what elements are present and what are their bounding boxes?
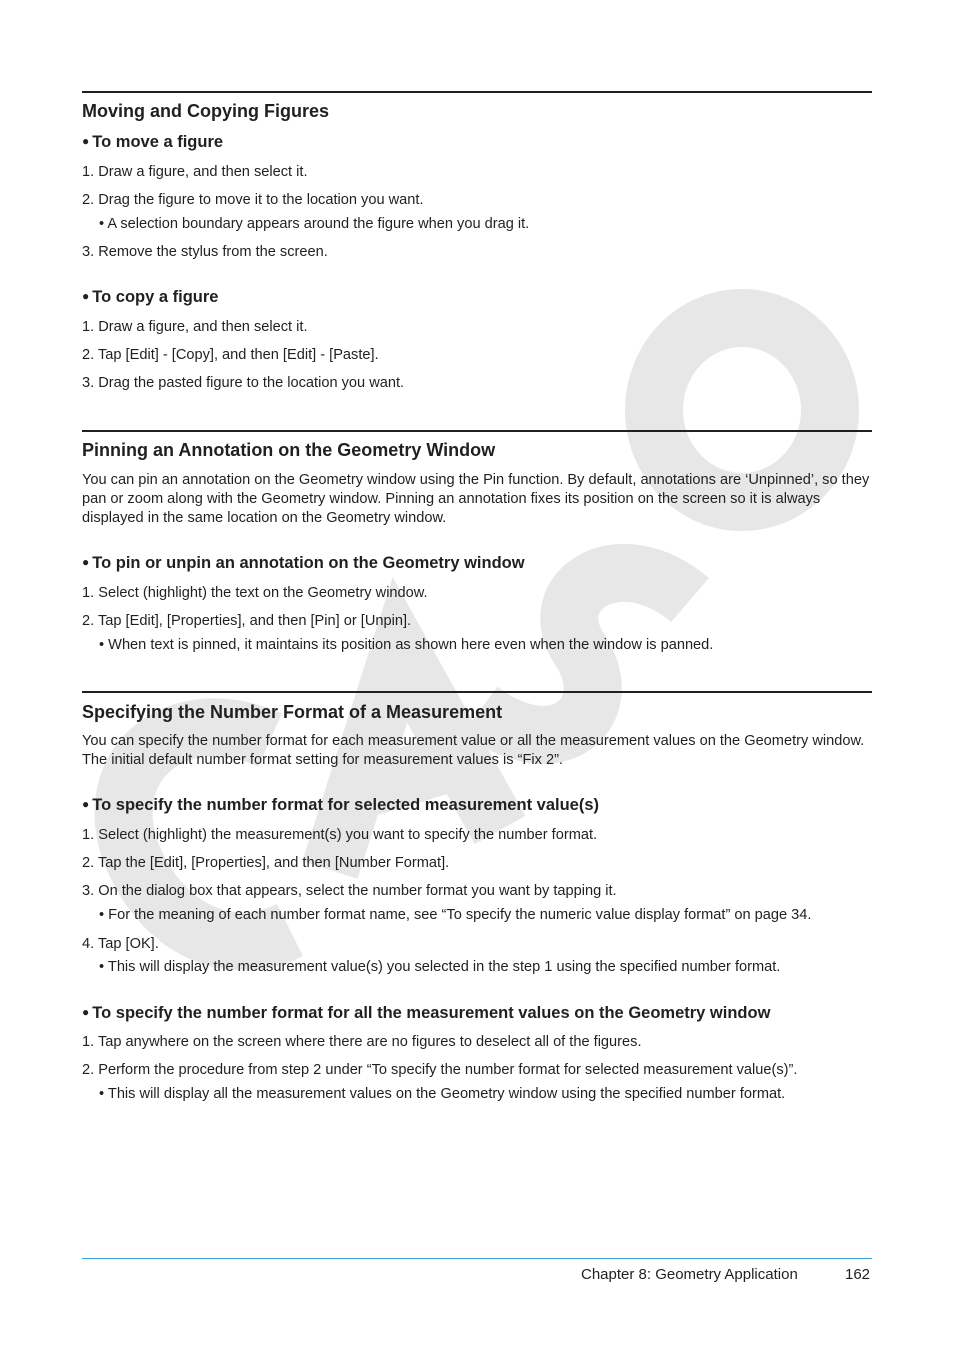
section-number-format (82, 691, 872, 1102)
step: 2. Drag the figure to move it to the location you want. (82, 192, 424, 208)
step: 3. On the dialog box that appears, select the number format you want by tapping it. (82, 883, 617, 899)
section-intro: You can pin an annotation on the Geometry window using the Pin function. By default, annotations are ‘Unpinned’, so they pan or zoom along with the Geometry window. Pinning an annotation fixes its position on the screen so it is always displayed in the same location on the Geometry window. (82, 472, 870, 526)
section-divider (82, 430, 872, 432)
section-title: Specifying the Number Format of a Measurement (82, 702, 503, 722)
section-intro: You can specify the number format for each measurement value or all the measurement values on the Geometry window. The initial default number format setting for measurement values is “Fix 2”. (82, 733, 865, 768)
procedure-heading: ● To specify the number format for selected measurement value(s) (82, 796, 600, 814)
procedure-heading: ● To pin or unpin an annotation on the Geometry window (82, 554, 525, 572)
footer-divider (82, 1258, 872, 1259)
step-note: • This will display the measurement value(s) you selected in the step 1 using the specified number format. (99, 959, 781, 975)
section-title: Moving and Copying Figures (82, 101, 329, 121)
step: 2. Tap the [Edit], [Properties], and then [Number Format]. (82, 855, 450, 871)
step-note: • This will display all the measurement values on the Geometry window using the specified number format. (99, 1086, 786, 1102)
step-note: • For the meaning of each number format name, see “To specify the numeric value display format” on page 34. (99, 907, 812, 923)
step: 2. Tap [Edit], [Properties], and then [Pin] or [Unpin]. (82, 613, 412, 629)
step: 1. Draw a figure, and then select it. (82, 164, 308, 180)
footer-chapter: Chapter 8: Geometry Application (581, 1266, 798, 1283)
bullet-icon: ● (82, 797, 90, 811)
section-pinning-annotation (82, 430, 872, 653)
procedure-heading: ● To copy a figure (82, 288, 219, 306)
step-note: • A selection boundary appears around the figure when you drag it. (99, 216, 530, 232)
bullet-icon: ● (82, 134, 90, 148)
step: 3. Remove the stylus from the screen. (82, 244, 328, 260)
step: 3. Drag the pasted figure to the location you want. (82, 375, 405, 391)
section-moving-copying (82, 91, 872, 391)
section-divider (82, 691, 872, 693)
step: 2. Tap [Edit] - [Copy], and then [Edit] - [Paste]. (82, 347, 379, 363)
bullet-icon: ● (82, 1005, 90, 1019)
step: 1. Draw a figure, and then select it. (82, 319, 308, 335)
section-divider (82, 91, 872, 93)
page-number: 162 (845, 1266, 871, 1283)
step: 1. Select (highlight) the text on the Geometry window. (82, 585, 428, 601)
bullet-icon: ● (82, 289, 90, 303)
bullet-icon: ● (82, 555, 90, 569)
step: 1. Select (highlight) the measurement(s) you want to specify the number format. (82, 827, 598, 843)
section-title: Pinning an Annotation on the Geometry Window (82, 440, 496, 460)
step-note: • When text is pinned, it maintains its position as shown here even when the window is panned. (99, 637, 714, 653)
step: 2. Perform the procedure from step 2 under “To specify the number format for selected measurement value(s)”. (82, 1062, 798, 1078)
procedure-heading: ● To specify the number format for all the measurement values on the Geometry window (82, 1004, 771, 1022)
step: 4. Tap [OK]. (82, 936, 159, 952)
step: 1. Tap anywhere on the screen where there are no figures to deselect all of the figures. (82, 1034, 642, 1050)
procedure-heading: ● To move a figure (82, 133, 224, 151)
